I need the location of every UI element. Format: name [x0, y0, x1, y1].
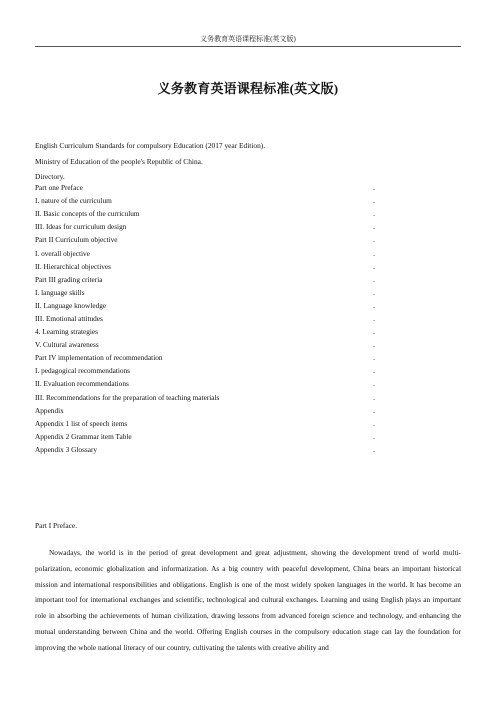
toc-entry[interactable] [35, 404, 375, 417]
toc-entry[interactable] [35, 207, 375, 220]
toc-entry[interactable] [35, 273, 375, 286]
toc-entry-label: Appendix 2 Grammar item Table [35, 431, 132, 441]
toc-entry[interactable] [35, 391, 375, 404]
toc-entry[interactable] [35, 325, 375, 338]
toc-entry[interactable] [35, 181, 375, 194]
toc-entry-label: V. Cultural awareness [35, 340, 99, 350]
directory-label: Directory. [35, 172, 65, 181]
toc-entry-page: . [373, 340, 375, 350]
toc-entry-page: . [373, 222, 375, 232]
toc-entry-page: . [373, 444, 375, 454]
toc-entry-label: III. Emotional attitudes [35, 313, 103, 323]
toc-entry-label: 4. Learning strategies [35, 327, 99, 337]
toc-entry-page: . [373, 379, 375, 389]
toc-entry[interactable] [35, 364, 375, 377]
toc-entry-page: . [373, 313, 375, 323]
toc-entry-page: . [373, 431, 375, 441]
toc-entry-page: . [373, 418, 375, 428]
toc-entry-label: Appendix 3 Glossary [35, 444, 98, 454]
toc-entry-page: . [373, 235, 375, 245]
toc-entry-label: II. Basic concepts of the curriculum [35, 209, 140, 219]
toc-entry-page: . [373, 353, 375, 363]
toc-entry[interactable] [35, 377, 375, 390]
toc-entry-label: III. Recommendations for the preparation of teaching materials [35, 392, 220, 402]
toc-entry[interactable] [35, 233, 375, 246]
toc-entry-page: . [373, 248, 375, 258]
toc-entry-label: III. Ideas for curriculum design [35, 222, 127, 232]
toc-entry-label: II. Hierarchical objectives [35, 261, 111, 271]
preface-paragraph: Nowadays, the world is in the period of great development and great adjustment, showing the development trend of world multi-polarization, economic globalization and informatization. As a big country with peaceful development, China bears an important historical mission and international responsibilities and obligations. English is one of the most widely spoken languages in the world. It has become an important tool for international exchanges and scientific, technological and cultural exchanges. Learning and using English plays an important role in absorbing the achievements of human civilization, drawing lessons from advanced foreign science and technology, and enhancing the mutual understanding between China and the world. Offering English courses in the compulsory education stage can lay the foundation for improving the whole national literacy of our country, cultivating the talents with creative ability and [35, 548, 461, 652]
toc-entry-label: I. nature of the curriculum [35, 196, 112, 206]
toc-entry[interactable] [35, 312, 375, 325]
toc-entry-label: Part IV implementation of recommendation [35, 353, 163, 363]
toc-entry-page: . [373, 196, 375, 206]
toc-entry-label: I. pedagogical recommendations [35, 366, 131, 376]
running-header: 义务教育英语课程标准(英文版) [200, 35, 296, 43]
toc-entry[interactable] [35, 338, 375, 351]
toc-entry-label: I. language skills [35, 287, 85, 297]
toc-entry-label: Appendix [35, 405, 64, 415]
toc-entry-label: Part III grading criteria [35, 274, 103, 284]
toc-entry[interactable] [35, 246, 375, 259]
toc-entry-page: . [373, 183, 375, 193]
toc-entry-label: Part II Curriculum objective [35, 235, 118, 245]
toc-entry-page: . [373, 327, 375, 337]
edition-line: English Curriculum Standards for compulsory Education (2017 year Edition). [35, 141, 266, 150]
table-of-contents [35, 181, 375, 456]
toc-entry-label: Appendix 1 list of speech items [35, 418, 128, 428]
toc-entry[interactable] [35, 260, 375, 273]
section-heading: Part I Preface. [35, 521, 78, 530]
ministry-line: Ministry of Education of the people's Republic of China. [35, 157, 203, 166]
toc-entry-label: Part one Preface [35, 183, 83, 193]
toc-entry[interactable] [35, 299, 375, 312]
toc-entry[interactable] [35, 443, 375, 456]
toc-entry-page: . [373, 366, 375, 376]
toc-entry-page: . [373, 209, 375, 219]
toc-entry-page: . [373, 300, 375, 310]
toc-entry[interactable] [35, 220, 375, 233]
toc-entry-page: . [373, 405, 375, 415]
toc-entry-label: II. Language knowledge [35, 300, 107, 310]
toc-entry-page: . [373, 287, 375, 297]
toc-entry-page: . [373, 274, 375, 284]
toc-entry[interactable] [35, 351, 375, 364]
toc-entry-page: . [373, 392, 375, 402]
toc-entry-label: II. Evaluation recommendations [35, 379, 129, 389]
header-divider [35, 46, 461, 47]
toc-entry[interactable] [35, 194, 375, 207]
toc-entry-label: I. overall objective [35, 248, 90, 258]
document-title: 义务教育英语课程标准(英文版) [157, 81, 339, 96]
toc-entry[interactable] [35, 417, 375, 430]
toc-entry[interactable] [35, 286, 375, 299]
toc-entry-page: . [373, 261, 375, 271]
toc-entry[interactable] [35, 430, 375, 443]
